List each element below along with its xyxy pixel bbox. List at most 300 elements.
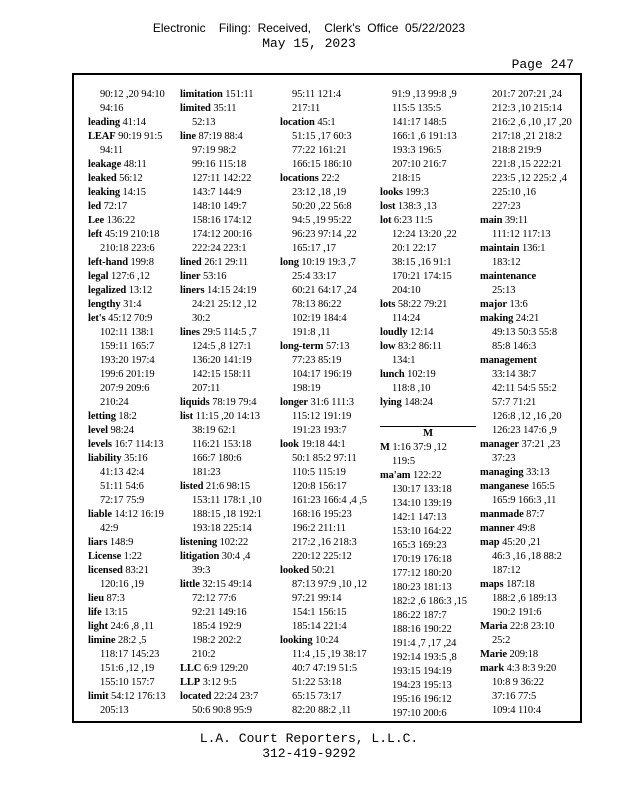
index-entry bbox=[180, 326, 282, 340]
index-headword: liable bbox=[88, 509, 112, 520]
index-continuation bbox=[180, 704, 282, 718]
page-number: Page 247 bbox=[511, 57, 574, 72]
index-entry bbox=[380, 298, 476, 312]
index-continuation bbox=[380, 539, 476, 553]
page-line-references: 24:21 bbox=[515, 313, 540, 324]
page-line-references: 217:2 ,16 218:3 bbox=[292, 537, 357, 548]
index-headword: ma'am bbox=[380, 470, 411, 481]
index-entry bbox=[180, 270, 282, 284]
index-headword: looking bbox=[280, 635, 313, 646]
page-line-references: 195:16 196:12 bbox=[392, 694, 452, 705]
page-line-references: 31:6 111:3 bbox=[310, 397, 354, 408]
section-letter-heading: M bbox=[380, 426, 476, 441]
index-continuation bbox=[280, 102, 380, 116]
index-continuation bbox=[380, 707, 476, 718]
page-line-references: 148:10 149:7 bbox=[192, 201, 247, 212]
index-headword: lunch bbox=[380, 369, 405, 380]
index-headword: Maria bbox=[480, 621, 508, 632]
index-headword: locations bbox=[280, 173, 319, 184]
page-line-references: 87:13 97:9 ,10 ,12 bbox=[292, 579, 367, 590]
index-headword: line bbox=[180, 131, 196, 142]
page-line-references: 136:1 bbox=[522, 243, 546, 254]
index-headword: LLP bbox=[180, 677, 201, 688]
page-line-references: 96:23 97:14 ,22 bbox=[292, 229, 357, 240]
page-line-references: 181:23 bbox=[192, 467, 221, 478]
index-continuation bbox=[380, 172, 476, 186]
index-headword: Lee bbox=[88, 215, 105, 226]
index-entry bbox=[88, 424, 180, 438]
page-line-references: 109:4 110:4 bbox=[492, 705, 541, 716]
page-line-references: 97:19 98:2 bbox=[192, 145, 237, 156]
index-headword: liquids bbox=[180, 397, 210, 408]
index-continuation bbox=[88, 88, 180, 102]
page-line-references: 198:2 202:2 bbox=[192, 635, 242, 646]
index-headword: limine bbox=[88, 635, 116, 646]
index-continuation bbox=[180, 228, 282, 242]
index-continuation bbox=[380, 665, 476, 679]
index-continuation bbox=[380, 567, 476, 581]
index-entry bbox=[88, 536, 180, 550]
index-headword: maintain bbox=[480, 243, 520, 254]
index-column-4 bbox=[380, 88, 476, 718]
index-continuation bbox=[180, 200, 282, 214]
index-continuation bbox=[88, 340, 180, 354]
index-continuation bbox=[88, 662, 180, 676]
index-continuation bbox=[180, 354, 282, 368]
index-entry bbox=[480, 648, 578, 662]
page-line-references: 192:14 193:5 ,8 bbox=[392, 652, 457, 663]
index-continuation bbox=[280, 480, 380, 494]
index-continuation bbox=[380, 382, 476, 396]
page-line-references: 24:21 25:12 ,12 bbox=[192, 299, 257, 310]
page-line-references: 118:17 145:23 bbox=[100, 649, 160, 660]
page-line-references: 199:3 bbox=[405, 187, 429, 198]
index-continuation bbox=[380, 284, 476, 298]
page-line-references: 127:6 ,12 bbox=[111, 271, 150, 282]
index-entry bbox=[88, 284, 180, 298]
index-continuation bbox=[480, 592, 578, 606]
index-entry bbox=[480, 620, 578, 634]
index-column-1 bbox=[88, 88, 180, 718]
court-reporter-footer bbox=[0, 731, 618, 761]
page-line-references: 197:10 200:6 bbox=[392, 708, 447, 718]
page-line-references: 148:9 bbox=[109, 537, 134, 548]
index-continuation bbox=[280, 494, 380, 508]
page-line-references: 199:8 bbox=[130, 257, 154, 268]
index-continuation bbox=[280, 676, 380, 690]
page-line-references: 37:16 77:5 bbox=[492, 691, 537, 702]
page-line-references: 28:2 ,5 bbox=[117, 635, 147, 646]
index-headword: mark bbox=[480, 663, 505, 674]
page-line-references: 120:8 156:17 bbox=[292, 481, 347, 492]
index-continuation bbox=[280, 200, 380, 214]
page-line-references: 218:8 219:9 bbox=[492, 145, 542, 156]
index-headword: lying bbox=[380, 397, 402, 408]
page-line-references: 33:14 38:7 bbox=[492, 369, 537, 380]
index-headword: leaking bbox=[88, 187, 120, 198]
page-line-references: 22:24 23:7 bbox=[213, 691, 259, 702]
index-entry bbox=[380, 441, 476, 455]
index-continuation bbox=[180, 592, 282, 606]
page-line-references: 115:12 191:19 bbox=[292, 411, 352, 422]
index-continuation bbox=[180, 242, 282, 256]
page-line-references: 183:12 bbox=[492, 257, 521, 268]
index-entry bbox=[280, 172, 380, 186]
index-headword: look bbox=[280, 439, 299, 450]
index-headword: little bbox=[180, 579, 200, 590]
page-line-references: 177:12 180:20 bbox=[392, 568, 452, 579]
index-continuation bbox=[380, 637, 476, 651]
page-line-references: 83:21 bbox=[125, 565, 149, 576]
index-continuation bbox=[280, 228, 380, 242]
page-line-references: 126:8 ,12 ,16 ,20 bbox=[492, 411, 562, 422]
index-continuation bbox=[88, 648, 180, 662]
page-line-references: 180:23 181:13 bbox=[392, 582, 452, 593]
page-line-references: 87:3 bbox=[106, 593, 125, 604]
index-continuation bbox=[480, 144, 578, 158]
page-line-references: 49:8 bbox=[516, 523, 536, 534]
index-entry bbox=[88, 620, 180, 634]
index-headword: life bbox=[88, 607, 102, 618]
page-line-references: 148:24 bbox=[404, 397, 433, 408]
index-column-2 bbox=[180, 88, 282, 718]
page-line-references: 20:1 22:17 bbox=[392, 243, 437, 254]
index-continuation bbox=[380, 525, 476, 539]
index-headword: M bbox=[380, 442, 390, 453]
index-continuation bbox=[480, 424, 578, 438]
index-continuation bbox=[280, 410, 380, 424]
index-continuation bbox=[88, 494, 180, 508]
index-entry bbox=[88, 214, 180, 228]
page-line-references: 16:7 114:13 bbox=[114, 439, 164, 450]
page-line-references: 45:12 70:9 bbox=[108, 313, 153, 324]
index-continuation bbox=[88, 354, 180, 368]
index-headword: led bbox=[88, 201, 102, 212]
index-continuation bbox=[480, 690, 578, 704]
page-line-references: 142:1 147:13 bbox=[392, 512, 447, 523]
index-entry bbox=[180, 396, 282, 410]
index-entry bbox=[180, 480, 282, 494]
page-line-references: 188:2 ,6 189:13 bbox=[492, 593, 557, 604]
page-line-references: 154:1 156:15 bbox=[292, 607, 347, 618]
index-continuation bbox=[380, 116, 476, 130]
page-line-references: 170:21 174:15 bbox=[392, 271, 452, 282]
index-continuation bbox=[180, 452, 282, 466]
index-entry bbox=[380, 396, 476, 410]
page-line-references: 39:11 bbox=[504, 215, 528, 226]
index-continuation bbox=[380, 511, 476, 525]
index-continuation bbox=[280, 704, 380, 718]
index-headword: listed bbox=[180, 481, 204, 492]
index-continuation bbox=[380, 595, 476, 609]
page-line-references: 14:15 24:19 bbox=[207, 285, 257, 296]
index-continuation bbox=[480, 256, 578, 270]
index-continuation bbox=[180, 522, 282, 536]
page-line-references: 114:24 bbox=[392, 313, 421, 324]
page-line-references: 153:11 178:1 ,10 bbox=[192, 495, 262, 506]
index-continuation bbox=[480, 326, 578, 340]
index-entry bbox=[480, 508, 578, 522]
index-continuation bbox=[180, 312, 282, 326]
page-line-references: 56:12 bbox=[119, 173, 143, 184]
page-line-references: 127:11 142:22 bbox=[192, 173, 252, 184]
index-continuation bbox=[480, 550, 578, 564]
page-line-references: 12:24 13:20 ,22 bbox=[392, 229, 457, 240]
page-line-references: 72:17 75:9 bbox=[100, 495, 145, 506]
index-entry bbox=[480, 242, 578, 256]
index-headword: manganese bbox=[480, 481, 529, 492]
index-headword: long bbox=[280, 257, 299, 268]
page-line-references: 90:19 91:5 bbox=[118, 131, 163, 142]
page-line-references: 166:7 180:6 bbox=[192, 453, 242, 464]
index-entry bbox=[480, 298, 578, 312]
page-line-references: 82:20 88:2 ,11 bbox=[292, 705, 352, 716]
page-line-references: 25:13 bbox=[492, 285, 516, 296]
index-headword: limit bbox=[88, 691, 109, 702]
index-headword: leaked bbox=[88, 173, 117, 184]
index-entry bbox=[380, 214, 476, 228]
index-continuation bbox=[380, 88, 476, 102]
index-entry bbox=[480, 480, 578, 494]
page-line-references: 104:17 196:19 bbox=[292, 369, 352, 380]
page-line-references: 32:15 49:14 bbox=[202, 579, 252, 590]
index-headword: manmade bbox=[480, 509, 524, 520]
index-headword: limitation bbox=[180, 89, 223, 100]
page-line-references: 102:22 bbox=[219, 537, 249, 548]
page-line-references: 185:4 192:9 bbox=[192, 621, 242, 632]
index-continuation bbox=[380, 312, 476, 326]
index-entry bbox=[180, 536, 282, 550]
index-continuation bbox=[280, 144, 380, 158]
index-entry bbox=[280, 634, 380, 648]
index-entry bbox=[280, 396, 380, 410]
index-continuation bbox=[280, 606, 380, 620]
index-continuation bbox=[480, 158, 578, 172]
index-headword: liners bbox=[180, 285, 205, 296]
index-headword: leakage bbox=[88, 159, 122, 170]
index-headword: lost bbox=[380, 201, 396, 212]
index-headword: main bbox=[480, 215, 503, 226]
index-entry bbox=[380, 186, 476, 200]
index-continuation bbox=[180, 186, 282, 200]
filing-stamp: Electronic Filing: Received, Clerk's Office 05/22/2023 bbox=[152, 21, 466, 35]
page-line-references: 94:11 bbox=[100, 145, 124, 156]
index-continuation bbox=[88, 466, 180, 480]
page-line-references: 50:21 bbox=[311, 565, 336, 576]
index-entry bbox=[180, 662, 282, 676]
index-continuation bbox=[180, 606, 282, 620]
page-line-references: 207:9 209:6 bbox=[100, 383, 150, 394]
index-entry bbox=[480, 214, 578, 228]
index-continuation bbox=[380, 497, 476, 511]
page-line-references: 102:11 138:1 bbox=[100, 327, 155, 338]
page-line-references: 130:17 133:18 bbox=[392, 484, 452, 495]
page-line-references: 199:6 201:19 bbox=[100, 369, 155, 380]
index-continuation bbox=[480, 284, 578, 298]
page-line-references: 13:6 bbox=[509, 299, 528, 310]
page-line-references: 143:7 144:9 bbox=[192, 187, 242, 198]
page-line-references: 94:5 ,19 95:22 bbox=[292, 215, 352, 226]
page-line-references: 19:18 44:1 bbox=[301, 439, 346, 450]
index-entry bbox=[88, 270, 180, 284]
index-headword: LEAF bbox=[88, 131, 116, 142]
index-entry bbox=[180, 578, 282, 592]
page-line-references: 14:15 bbox=[122, 187, 146, 198]
page-line-references: 193:18 225:14 bbox=[192, 523, 252, 534]
page-line-references: 207:10 216:7 bbox=[392, 159, 447, 170]
page-line-references: 12:14 bbox=[409, 327, 434, 338]
page-line-references: 188:15 ,18 192:1 bbox=[192, 509, 262, 520]
index-headword: major bbox=[480, 299, 507, 310]
index-continuation bbox=[480, 130, 578, 144]
index-continuation bbox=[280, 214, 380, 228]
index-headword: level bbox=[88, 425, 108, 436]
page-line-references: 201:7 207:21 ,24 bbox=[492, 89, 562, 100]
index-entry bbox=[88, 172, 180, 186]
index-continuation bbox=[280, 368, 380, 382]
page-line-references: 13:12 bbox=[128, 285, 153, 296]
index-continuation bbox=[88, 326, 180, 340]
page-line-references: 220:12 225:12 bbox=[292, 551, 352, 562]
index-continuation bbox=[380, 144, 476, 158]
index-entry bbox=[180, 410, 282, 424]
page-line-references: 50:1 85:2 97:11 bbox=[292, 453, 357, 464]
page-line-references: 217:11 bbox=[292, 103, 321, 114]
page-line-references: 161:23 166:4 ,4 ,5 bbox=[292, 495, 367, 506]
page-line-references: 33:13 bbox=[526, 467, 550, 478]
index-headword: letting bbox=[88, 411, 116, 422]
index-entry bbox=[480, 438, 578, 452]
index-continuation bbox=[280, 466, 380, 480]
page-line-references: 204:10 bbox=[392, 285, 421, 296]
page-line-references: 153:10 164:22 bbox=[392, 526, 452, 537]
page-line-references: 124:5 ,8 127:1 bbox=[192, 341, 252, 352]
index-continuation bbox=[280, 550, 380, 564]
index-continuation bbox=[380, 130, 476, 144]
index-continuation bbox=[480, 102, 578, 116]
page-line-references: 222:24 223:1 bbox=[192, 243, 247, 254]
page-line-references: 65:15 73:17 bbox=[292, 691, 342, 702]
index-continuation bbox=[480, 368, 578, 382]
index-headword: liner bbox=[180, 271, 201, 282]
page-line-references: 48:11 bbox=[123, 159, 147, 170]
index-entry bbox=[480, 312, 578, 326]
index-continuation bbox=[480, 494, 578, 508]
page-line-references: 10:19 19:3 ,7 bbox=[301, 257, 356, 268]
index-continuation bbox=[380, 553, 476, 567]
index-headword: levels bbox=[88, 439, 112, 450]
index-continuation bbox=[380, 228, 476, 242]
page-line-references: 111:12 117:13 bbox=[492, 229, 551, 240]
index-entry bbox=[180, 676, 282, 690]
page-line-references: 227:23 bbox=[492, 201, 521, 212]
index-continuation bbox=[180, 368, 282, 382]
page-line-references: 83:2 86:11 bbox=[397, 341, 442, 352]
page-line-references: 165:3 169:23 bbox=[392, 540, 447, 551]
index-continuation bbox=[180, 620, 282, 634]
index-entry bbox=[480, 662, 578, 676]
index-continuation bbox=[280, 354, 380, 368]
index-continuation bbox=[88, 676, 180, 690]
index-continuation bbox=[180, 466, 282, 480]
index-continuation bbox=[380, 623, 476, 637]
index-entry bbox=[480, 578, 578, 592]
page-line-references: 35:11 bbox=[213, 103, 237, 114]
index-continuation bbox=[280, 382, 380, 396]
page-line-references: 115:5 135:5 bbox=[392, 103, 441, 114]
page-line-references: 11:15 ,20 14:13 bbox=[195, 411, 260, 422]
index-continuation bbox=[480, 704, 578, 718]
page-line-references: 207:11 bbox=[192, 383, 221, 394]
index-continuation bbox=[88, 578, 180, 592]
index-entry bbox=[480, 522, 578, 536]
index-continuation bbox=[180, 634, 282, 648]
index-headword: looked bbox=[280, 565, 310, 576]
index-continuation bbox=[480, 172, 578, 186]
page-line-references: 119:5 bbox=[392, 456, 416, 467]
page-line-references: 191:4 ,7 ,17 ,24 bbox=[392, 638, 457, 649]
index-entry bbox=[280, 256, 380, 270]
index-continuation bbox=[480, 382, 578, 396]
page-line-references: 58:22 79:21 bbox=[397, 299, 448, 310]
page-line-references: 90:12 ,20 94:10 bbox=[100, 89, 165, 100]
page-line-references: 193:15 194:19 bbox=[392, 666, 452, 677]
page-line-references: 187:18 bbox=[506, 579, 535, 590]
page-line-references: 6:9 129:20 bbox=[203, 663, 249, 674]
page-line-references: 10:8 9 36:22 bbox=[492, 677, 544, 688]
page-line-references: 91:9 ,13 99:8 ,9 bbox=[392, 89, 457, 100]
page-line-references: 49:13 50:3 55:8 bbox=[492, 327, 558, 338]
index-entry bbox=[380, 200, 476, 214]
index-headword: left-hand bbox=[88, 257, 128, 268]
index-headword: lines bbox=[180, 327, 200, 338]
index-continuation bbox=[280, 130, 380, 144]
index-continuation bbox=[380, 256, 476, 270]
page-line-references: 170:19 176:18 bbox=[392, 554, 452, 565]
page-line-references: 87:7 bbox=[526, 509, 545, 520]
page-line-references: 141:17 148:5 bbox=[392, 117, 447, 128]
page-line-references: 166:1 ,6 191:13 bbox=[392, 131, 457, 142]
page-line-references: 35:16 bbox=[124, 453, 148, 464]
index-continuation bbox=[180, 116, 282, 130]
page-line-references: 102:19 184:4 bbox=[292, 313, 347, 324]
index-column-5 bbox=[480, 88, 578, 718]
page-line-references: 51:15 ,17 60:3 bbox=[292, 131, 352, 142]
page-line-references: 37:21 ,23 bbox=[521, 439, 561, 450]
index-entry bbox=[88, 564, 180, 578]
index-headword: legal bbox=[88, 271, 109, 282]
page-line-references: 25:4 33:17 bbox=[292, 271, 337, 282]
page-line-references: 190:2 191:6 bbox=[492, 607, 542, 618]
index-entry bbox=[88, 256, 180, 270]
index-continuation bbox=[280, 522, 380, 536]
index-entry bbox=[88, 508, 180, 522]
page-line-references: 182:2 ,6 186:3 ,15 bbox=[392, 596, 467, 607]
index-continuation bbox=[380, 354, 476, 368]
page-line-references: 4:3 8:3 9:20 bbox=[506, 663, 557, 674]
index-entry bbox=[88, 634, 180, 648]
index-continuation bbox=[180, 508, 282, 522]
index-continuation bbox=[280, 88, 380, 102]
index-continuation bbox=[180, 648, 282, 662]
index-continuation bbox=[88, 368, 180, 382]
index-continuation bbox=[380, 581, 476, 595]
index-continuation bbox=[180, 424, 282, 438]
page-line-references: 134:10 139:19 bbox=[392, 498, 452, 509]
index-continuation bbox=[380, 158, 476, 172]
index-headword: longer bbox=[280, 397, 308, 408]
index-entry bbox=[380, 326, 476, 340]
